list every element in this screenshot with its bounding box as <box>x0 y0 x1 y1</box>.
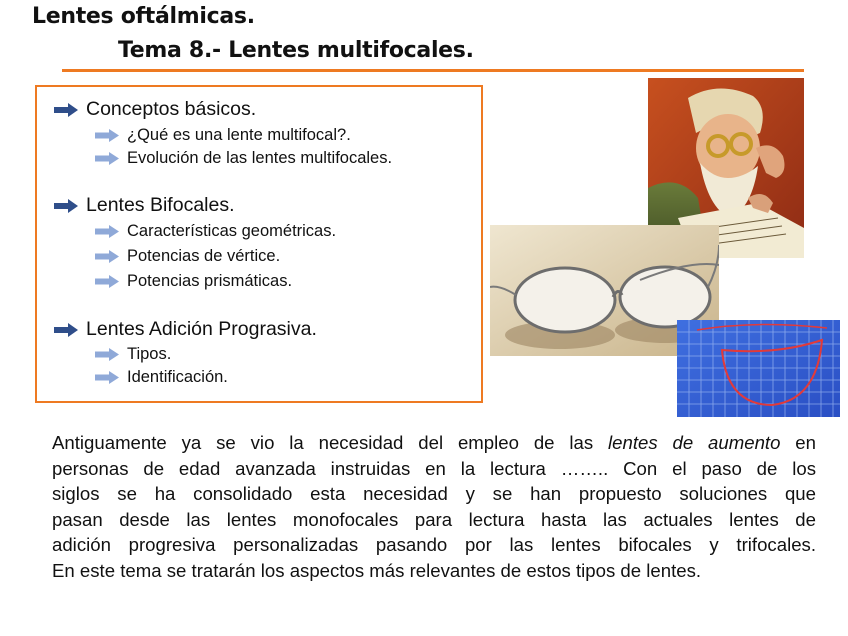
outline-subitem-label: Tipos. <box>127 345 172 363</box>
arrow-right-icon <box>95 152 119 165</box>
arrow-right-icon <box>54 323 78 337</box>
arrow-right-icon <box>95 371 119 384</box>
paragraph-line: siglos se ha consolidado esta necesidad y se han propuesto soluciones que <box>52 483 816 505</box>
document-title: Lentes oftálmicas. <box>32 4 255 29</box>
paragraph-text: en <box>780 432 816 453</box>
outline-section-label: Lentes Bifocales. <box>86 194 235 216</box>
outline-subitem-label: Potencias prismáticas. <box>127 272 293 290</box>
title-divider <box>62 69 804 72</box>
arrow-right-icon <box>95 275 119 288</box>
arrow-right-icon <box>54 199 78 213</box>
progressive-lens-grid-image <box>677 320 840 417</box>
paragraph-line <box>52 430 816 456</box>
outline-subitem-label: Evolución de las lentes multifocales. <box>127 149 393 167</box>
outline-subitem <box>95 368 228 387</box>
outline-subitem <box>95 126 351 145</box>
arrow-right-icon <box>95 129 119 142</box>
outline-section-3 <box>54 318 317 341</box>
outline-section-label: Lentes Adición Prograsiva. <box>86 318 317 340</box>
arrow-right-icon <box>95 250 119 263</box>
intro-paragraph <box>52 430 816 584</box>
paragraph-text: Antiguamente ya se vio la necesidad del empleo de las <box>52 432 609 453</box>
paragraph-emphasis: lentes de aumento <box>608 432 781 453</box>
outline-subitem <box>95 149 392 168</box>
arrow-right-icon <box>95 225 119 238</box>
outline-section-label: Conceptos básicos. <box>86 98 257 120</box>
paragraph-line: En este tema se tratarán los aspectos más relevantes de estos tipos de lentes. <box>52 559 702 581</box>
paragraph-line: personas de edad avanzada instruidas en la lectura …….. Con el paso de los <box>52 457 816 479</box>
outline-subitem <box>95 272 292 291</box>
outline-subitem-label: Potencias de vértice. <box>127 247 281 265</box>
document-subtitle: Tema 8.- Lentes multifocales. <box>118 38 474 63</box>
outline-subitem <box>95 345 171 364</box>
outline-subitem-label: ¿Qué es una lente multifocal?. <box>127 126 351 144</box>
outline-section-2 <box>54 194 235 217</box>
outline-section-1 <box>54 98 256 121</box>
outline-subitem-label: Identificación. <box>127 368 228 386</box>
paragraph-line: adición progresiva personalizadas pasando por las lentes bifocales y trifocales. <box>52 534 816 556</box>
arrow-right-icon <box>54 103 78 117</box>
outline-subitem-label: Características geométricas. <box>127 222 337 240</box>
arrow-right-icon <box>95 348 119 361</box>
paragraph-line: pasan desde las lentes monofocales para lectura hasta las actuales lentes de <box>52 508 816 530</box>
outline-subitem <box>95 222 336 241</box>
outline-subitem <box>95 247 280 266</box>
